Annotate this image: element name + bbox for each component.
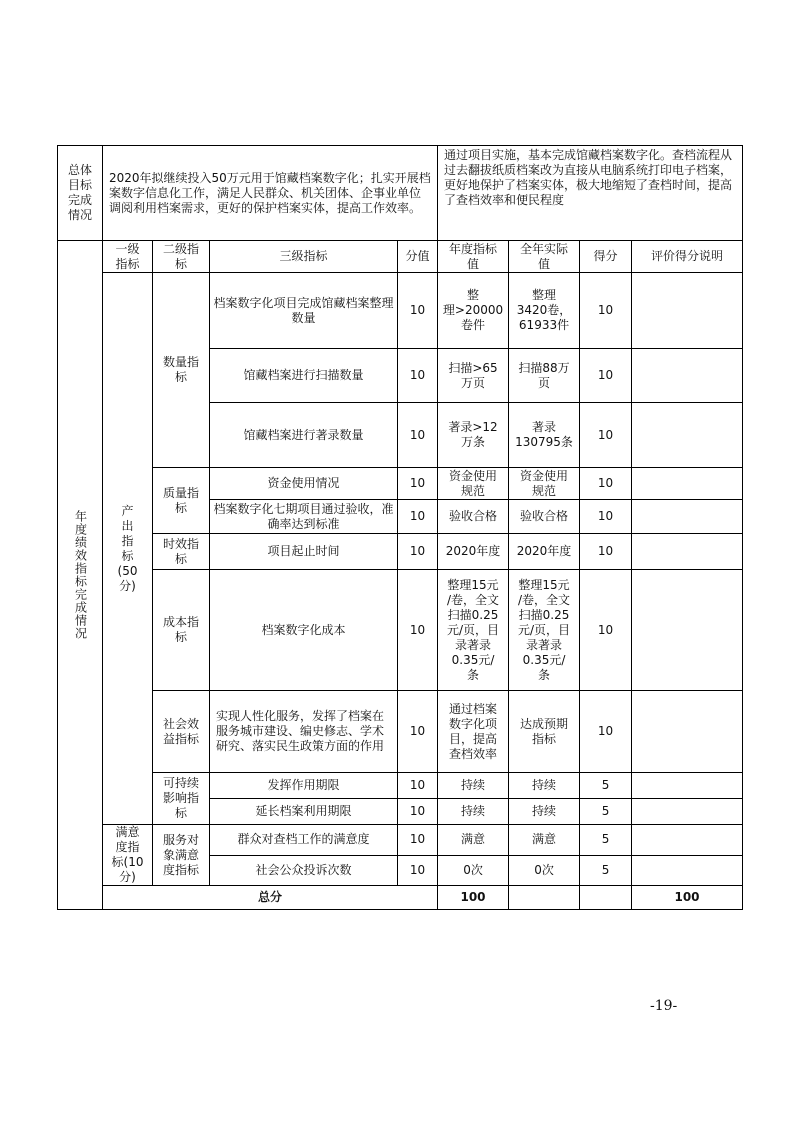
level3-cell: 馆藏档案进行扫描数量 bbox=[210, 349, 398, 403]
comment-cell bbox=[632, 855, 743, 886]
total-score: 100 bbox=[632, 886, 743, 910]
social-indicator-label: 社会效 益指标 bbox=[153, 691, 210, 773]
total-row bbox=[58, 886, 743, 910]
sustain-indicator-label: 可持续 影响指 标 bbox=[153, 773, 210, 825]
target-cell: 资金使用 规范 bbox=[438, 468, 509, 500]
score-cell: 10 bbox=[580, 570, 632, 691]
actual-cell: 整理 3420卷， 61933件 bbox=[509, 273, 580, 349]
comment-cell bbox=[632, 691, 743, 773]
score-cell: 10 bbox=[580, 349, 632, 403]
target-cell: 整理15元 /卷，全文 扫描0.25 元/页，目 录著录 0.35元/ 条 bbox=[438, 570, 509, 691]
performance-table bbox=[57, 145, 743, 910]
table-row bbox=[58, 570, 743, 691]
header-score: 得分 bbox=[580, 241, 632, 273]
table-row bbox=[58, 773, 743, 799]
target-cell: 著录>12 万条 bbox=[438, 403, 509, 468]
level3-cell: 资金使用情况 bbox=[210, 468, 398, 500]
actual-cell: 验收合格 bbox=[509, 500, 580, 534]
actual-cell: 持续 bbox=[509, 799, 580, 825]
score-cell: 5 bbox=[580, 799, 632, 825]
target-cell: 0次 bbox=[438, 855, 509, 886]
level3-cell: 馆藏档案进行著录数量 bbox=[210, 403, 398, 468]
comment-cell bbox=[632, 403, 743, 468]
target-cell: 扫描>65 万页 bbox=[438, 349, 509, 403]
score-cell: 10 bbox=[580, 534, 632, 570]
total-label: 总分 bbox=[103, 886, 438, 910]
service-satisfaction-label: 服务对 象满意 度指标 bbox=[153, 825, 210, 886]
level3-cell: 实现人性化服务，发挥了档案在服务城市建设、编史修志、学术研究、落实民生政策方面的作用 bbox=[210, 691, 398, 773]
level3-cell: 社会公众投诉次数 bbox=[210, 855, 398, 886]
table-row bbox=[58, 534, 743, 570]
score-cell: 10 bbox=[580, 500, 632, 534]
timeliness-indicator-label: 时效指 标 bbox=[153, 534, 210, 570]
summary-actual-text: 通过项目实施，基本完成馆藏档案数字化。查档流程从过去翻拔纸质档案改为直接从电脑系统打印电子档案，更好地保护了档案实体，极大地缩短了查档时间，提高了查档效率和便民程度 bbox=[438, 146, 743, 241]
value-cell: 10 bbox=[398, 468, 438, 500]
actual-cell: 著录 130795条 bbox=[509, 403, 580, 468]
table-row bbox=[58, 825, 743, 856]
table-row bbox=[58, 468, 743, 500]
header-score-value: 分值 bbox=[398, 241, 438, 273]
total-actual-empty bbox=[580, 886, 632, 910]
header-level1: 一级 指标 bbox=[103, 241, 153, 273]
satisfaction-indicator-label: 满意 度指 标(10 分) bbox=[103, 825, 153, 886]
target-cell: 满意 bbox=[438, 825, 509, 856]
value-cell: 10 bbox=[398, 825, 438, 856]
score-cell: 10 bbox=[580, 403, 632, 468]
target-cell: 持续 bbox=[438, 799, 509, 825]
comment-cell bbox=[632, 349, 743, 403]
page-number: -19- bbox=[650, 998, 678, 1014]
level3-cell: 发挥作用期限 bbox=[210, 773, 398, 799]
value-cell: 10 bbox=[398, 273, 438, 349]
score-cell: 10 bbox=[580, 691, 632, 773]
score-cell: 5 bbox=[580, 855, 632, 886]
value-cell: 10 bbox=[398, 570, 438, 691]
header-row bbox=[58, 241, 743, 273]
comment-cell bbox=[632, 534, 743, 570]
actual-cell: 扫描88万 页 bbox=[509, 349, 580, 403]
level3-cell: 群众对查档工作的满意度 bbox=[210, 825, 398, 856]
summary-label: 总体 目标 完成 情况 bbox=[58, 146, 103, 241]
target-cell: 验收合格 bbox=[438, 500, 509, 534]
score-cell: 10 bbox=[580, 468, 632, 500]
target-cell: 整 理>20000 卷件 bbox=[438, 273, 509, 349]
header-comment: 评价得分说明 bbox=[632, 241, 743, 273]
table-row bbox=[58, 273, 743, 349]
actual-cell: 0次 bbox=[509, 855, 580, 886]
output-indicator-label: 产 出 指 标 (50 分) bbox=[103, 273, 153, 825]
quantity-indicator-label: 数量指 标 bbox=[153, 273, 210, 468]
value-cell: 10 bbox=[398, 403, 438, 468]
target-cell: 通过档案 数字化项 目，提高 查档效率 bbox=[438, 691, 509, 773]
target-cell: 持续 bbox=[438, 773, 509, 799]
score-cell: 10 bbox=[580, 273, 632, 349]
actual-cell: 达成预期 指标 bbox=[509, 691, 580, 773]
value-cell: 10 bbox=[398, 534, 438, 570]
actual-cell: 资金使用 规范 bbox=[509, 468, 580, 500]
score-cell: 5 bbox=[580, 825, 632, 856]
comment-cell bbox=[632, 773, 743, 799]
total-value: 100 bbox=[438, 886, 509, 910]
comment-cell bbox=[632, 825, 743, 856]
level3-cell: 档案数字化项目完成馆藏档案整理数量 bbox=[210, 273, 398, 349]
actual-cell: 持续 bbox=[509, 773, 580, 799]
comment-cell bbox=[632, 468, 743, 500]
header-level3: 三级指标 bbox=[210, 241, 398, 273]
value-cell: 10 bbox=[398, 855, 438, 886]
comment-cell bbox=[632, 500, 743, 534]
section-label: 年度绩效指标完成情况 bbox=[58, 241, 103, 910]
summary-row bbox=[58, 146, 743, 241]
comment-cell bbox=[632, 799, 743, 825]
value-cell: 10 bbox=[398, 691, 438, 773]
level3-cell: 档案数字化七期项目通过验收，准确率达到标准 bbox=[210, 500, 398, 534]
value-cell: 10 bbox=[398, 799, 438, 825]
value-cell: 10 bbox=[398, 773, 438, 799]
summary-plan-text: 2020年拟继续投入50万元用于馆藏档案数字化；扎实开展档案数字信息化工作，满足人民群众、机关团体、企事业单位调阅利用档案需求，更好的保护档案实体，提高工作效率。 bbox=[103, 146, 438, 241]
actual-cell: 满意 bbox=[509, 825, 580, 856]
actual-cell: 整理15元 /卷，全文 扫描0.25 元/页，目 录著录 0.35元/ 条 bbox=[509, 570, 580, 691]
total-target-empty bbox=[509, 886, 580, 910]
header-annual-target: 年度指标 值 bbox=[438, 241, 509, 273]
comment-cell bbox=[632, 273, 743, 349]
level3-cell: 档案数字化成本 bbox=[210, 570, 398, 691]
score-cell: 5 bbox=[580, 773, 632, 799]
value-cell: 10 bbox=[398, 500, 438, 534]
target-cell: 2020年度 bbox=[438, 534, 509, 570]
header-actual-value: 全年实际 值 bbox=[509, 241, 580, 273]
cost-indicator-label: 成本指 标 bbox=[153, 570, 210, 691]
level3-cell: 项目起止时间 bbox=[210, 534, 398, 570]
quality-indicator-label: 质量指 标 bbox=[153, 468, 210, 534]
table-row bbox=[58, 691, 743, 773]
header-level2: 二级指 标 bbox=[153, 241, 210, 273]
actual-cell: 2020年度 bbox=[509, 534, 580, 570]
comment-cell bbox=[632, 570, 743, 691]
level3-cell: 延长档案利用期限 bbox=[210, 799, 398, 825]
value-cell: 10 bbox=[398, 349, 438, 403]
